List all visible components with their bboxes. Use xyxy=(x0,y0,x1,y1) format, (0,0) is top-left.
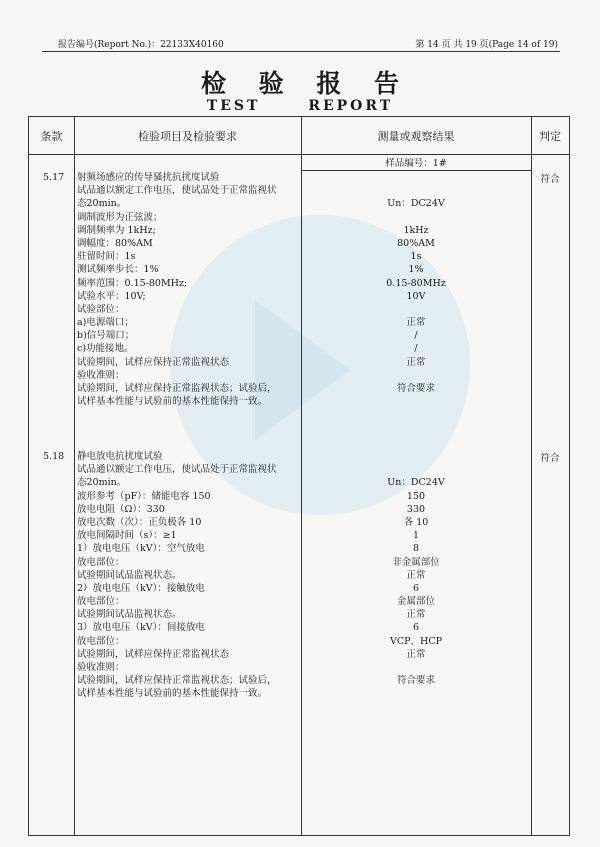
result-line: 符合要求 xyxy=(396,675,435,687)
result-line: Un：DC24V xyxy=(387,477,445,489)
test-requirement-line: 试验期间，试样应保持正常监视状态 xyxy=(77,648,230,660)
test-requirement-line: 试验水平：10V; xyxy=(77,290,146,302)
col-divider xyxy=(531,117,532,835)
result-line: Un：DC24V xyxy=(387,198,445,210)
report-number: 报告编号(Report No.)：22133X40160 xyxy=(58,40,224,50)
clause-number: 5.18 xyxy=(43,451,65,462)
test-requirement-line: 驻留时间：1s xyxy=(77,251,136,263)
test-requirement-line: b)信号端口； xyxy=(77,330,135,342)
result-line: 6 xyxy=(412,622,420,634)
test-requirement-line: 放电部位： xyxy=(77,596,125,608)
test-requirement-line: a)电源端口； xyxy=(77,317,134,329)
result-line: 符合要求 xyxy=(396,383,435,394)
test-requirement-line: 试验期间试品监视状态。 xyxy=(77,609,182,621)
test-requirement-line: 试验期间，试样应保持正常监视状态 xyxy=(77,356,230,368)
test-requirement-line: 验收准则： xyxy=(77,369,125,381)
test-requirement-line: 3）放电电压（kV）：间接放电 xyxy=(77,622,205,634)
result-line: 正常 xyxy=(406,569,426,581)
item-list xyxy=(77,450,277,701)
test-requirement-line: 试验期间试品监视状态。 xyxy=(77,569,182,581)
result-line: / xyxy=(414,330,418,342)
result-line xyxy=(301,171,531,184)
test-requirement-line: 调幅度：80%AM xyxy=(77,237,153,249)
result-line: 80%AM xyxy=(397,237,435,249)
test-requirement-line: 态20min。 xyxy=(77,477,127,489)
verdict: 符合 xyxy=(540,174,560,185)
test-requirement-line: 放电部位： xyxy=(77,556,125,568)
result-line: 正常 xyxy=(406,317,426,329)
test-requirement-line: 放电次数（次）：正负极各 10 xyxy=(77,516,202,528)
result-list xyxy=(301,450,531,701)
result-line xyxy=(301,303,531,316)
header-divider xyxy=(42,51,560,52)
result-line xyxy=(301,184,531,197)
page-info: 第 14 页 共 19 页(Page 14 of 19) xyxy=(415,40,558,50)
result-line: 金属部位 xyxy=(396,596,435,608)
title-chinese: 检 验 报 告 xyxy=(200,69,412,98)
clause-number: 5.17 xyxy=(43,172,65,183)
result-line: 6 xyxy=(412,582,420,594)
result-line xyxy=(301,369,531,382)
result-line: / xyxy=(414,343,418,355)
result-line: 8 xyxy=(412,543,420,555)
result-line xyxy=(301,661,531,674)
result-line xyxy=(301,450,531,463)
result-line: 1s xyxy=(410,251,422,263)
sample-number: 样品编号：1# xyxy=(385,158,447,169)
test-requirement-line: 2）放电电压（kV）：接触放电 xyxy=(77,582,205,594)
result-line: 10V xyxy=(406,290,426,302)
result-line: 正常 xyxy=(406,648,426,660)
result-line xyxy=(301,395,531,408)
test-requirement-line: 调制波形为正弦波； xyxy=(77,211,163,223)
test-requirement-line: 1）放电电压（kV）：空气放电 xyxy=(77,543,205,555)
result-line: 非金属部位 xyxy=(392,556,440,568)
header-item: 检验项目及检验要求 xyxy=(138,130,237,143)
verdict: 符合 xyxy=(540,453,560,464)
result-line: 1% xyxy=(408,264,424,276)
test-requirement-line: 放电电阻（Ω）：330 xyxy=(77,503,165,515)
result-line: 150 xyxy=(406,490,426,502)
result-line: 0.15-80MHz xyxy=(386,277,446,289)
test-requirement-line: 放电间隔时间（s）：≥1 xyxy=(77,530,177,542)
col-divider xyxy=(74,117,75,835)
test-requirement-line: 验收准则： xyxy=(77,662,125,673)
test-requirement-line: 试品通以额定工作电压，使试品处于正常监视状 xyxy=(77,185,277,197)
test-requirement-line: c)功能接地。 xyxy=(77,343,134,355)
test-requirement-line: 频率范围：0.15-80MHz; xyxy=(77,277,188,289)
test-requirement-line: 试验期间，试样应保持正常监视状态；试验后， xyxy=(77,383,277,394)
result-line: 330 xyxy=(406,503,426,515)
result-line: 正常 xyxy=(406,609,426,621)
test-requirement-line: 调制频率为 1kHz; xyxy=(77,224,156,236)
test-requirement-line: 态20min。 xyxy=(77,198,127,210)
test-requirement-line: 波形参考（pF）：储能电容 150 xyxy=(77,490,211,502)
result-line xyxy=(301,211,531,224)
test-requirement-line: 放电部位： xyxy=(77,635,125,647)
result-line xyxy=(301,687,531,700)
test-requirement-line: 静电放电抗扰度试验 xyxy=(77,451,163,462)
result-line: 1 xyxy=(412,530,420,542)
report-table xyxy=(28,116,570,836)
test-requirement-line: 射频场感应的传导骚扰抗扰度试验 xyxy=(77,172,220,183)
result-line: 正常 xyxy=(406,356,426,368)
result-line xyxy=(301,463,531,476)
item-list xyxy=(77,171,277,408)
title-english: TEST REPORT xyxy=(206,98,394,114)
header-clause: 条款 xyxy=(40,130,63,143)
result-list xyxy=(301,171,531,408)
test-requirement-line: 试品通以额定工作电压，使试品处于正常监视状 xyxy=(77,464,277,476)
header-row-divider xyxy=(29,154,569,155)
test-requirement-line: 测试频率步长：1% xyxy=(77,264,159,276)
result-line: VCP、HCP xyxy=(390,635,442,647)
result-line: 各 10 xyxy=(403,516,429,528)
result-line: 1kHz xyxy=(403,224,429,236)
test-requirement-line: 试样基本性能与试验前的基本性能保持一致。 xyxy=(77,688,268,700)
test-requirement-line: 试样基本性能与试验前的基本性能保持一致。 xyxy=(77,396,268,408)
header-verdict: 判定 xyxy=(539,130,561,143)
header-result: 测量或观察结果 xyxy=(377,130,455,143)
test-requirement-line: 试验期间，试样应保持正常监视状态；试验后， xyxy=(77,675,277,687)
test-requirement-line: 试验部位： xyxy=(77,303,125,315)
